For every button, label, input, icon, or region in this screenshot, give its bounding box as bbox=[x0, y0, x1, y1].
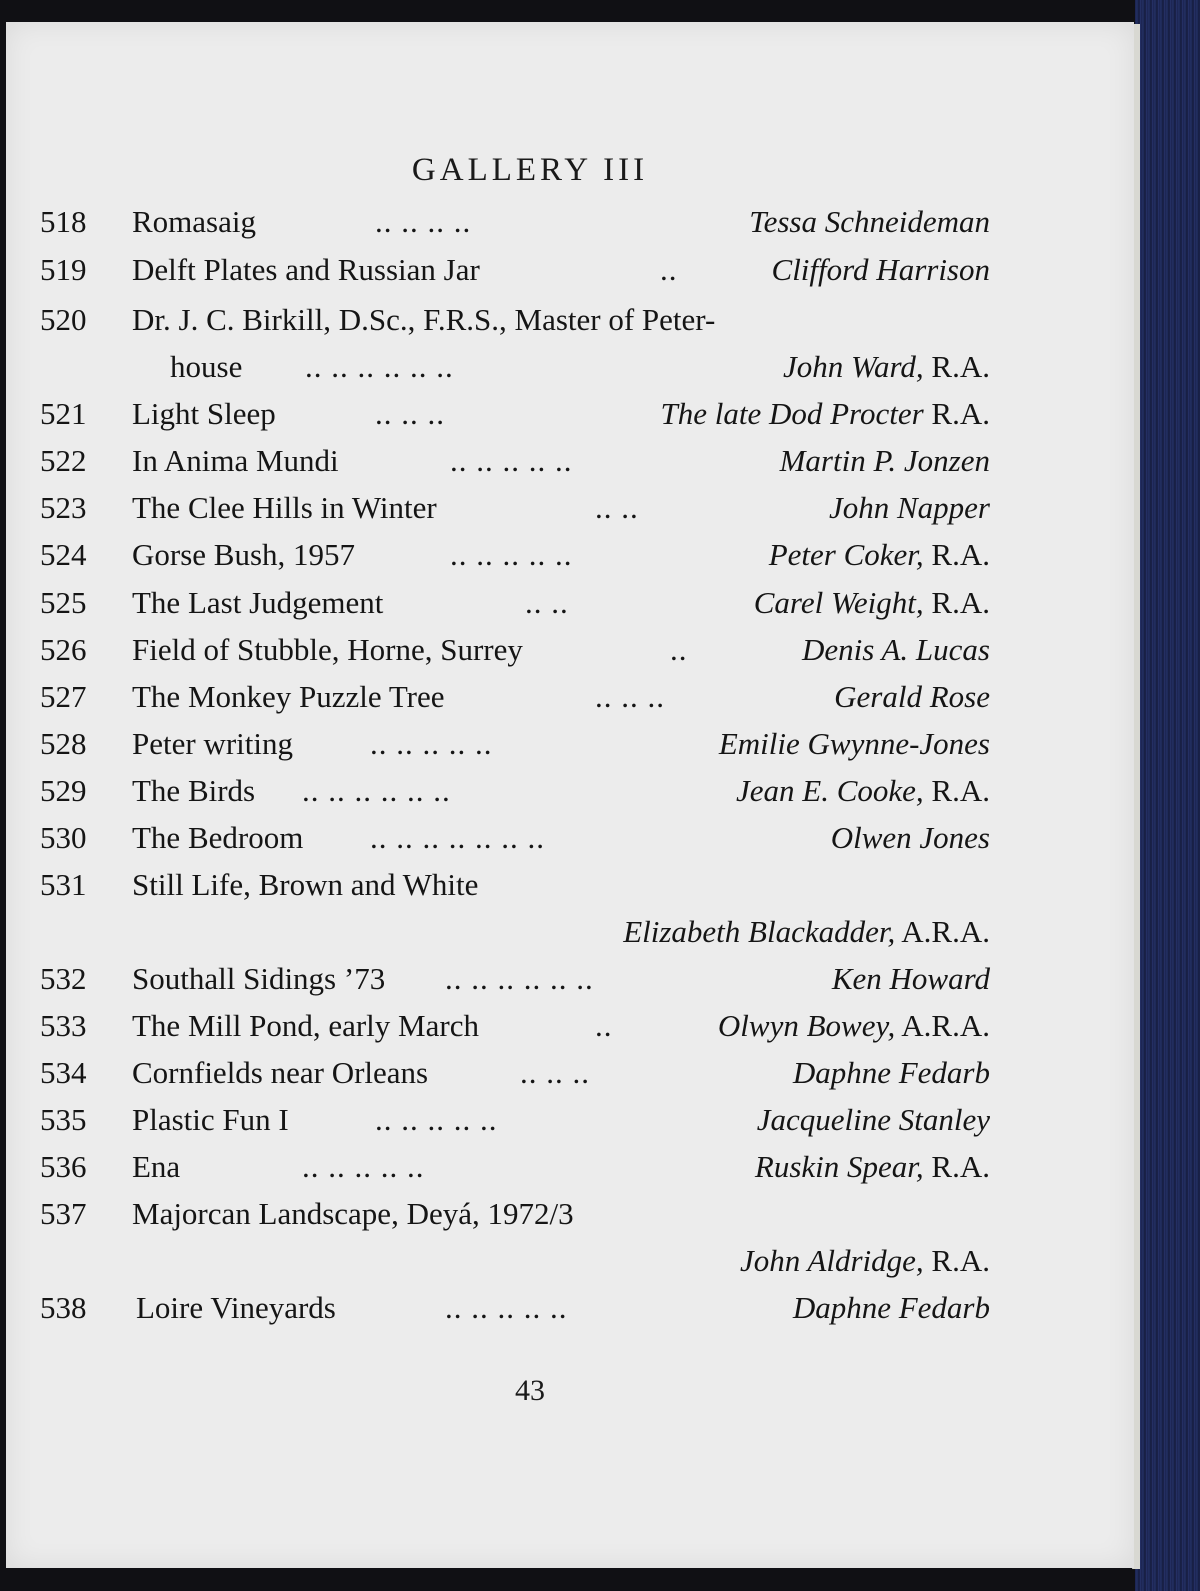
catalogue-entry bbox=[40, 302, 1000, 346]
entry-artist: Gerald Rose bbox=[834, 679, 990, 714]
entry-title: Light Sleep bbox=[132, 396, 276, 431]
entry-artist: Daphne Fedarb bbox=[792, 1290, 990, 1325]
entry-artist: Denis A. Lucas bbox=[801, 632, 990, 667]
entry-title: The Monkey Puzzle Tree bbox=[132, 679, 445, 714]
entry-title: Cornfields near Orleans bbox=[132, 1055, 429, 1090]
catalogue-entry bbox=[40, 773, 1000, 817]
entry-artist: The late Dod Procter R.A. bbox=[660, 396, 990, 431]
entry-title: Gorse Bush, 1957 bbox=[132, 537, 356, 572]
catalogue-entry bbox=[40, 820, 1000, 864]
leader-dots: .. bbox=[670, 632, 688, 667]
entry-artist: Daphne Fedarb bbox=[792, 1055, 990, 1090]
entry-number: 526 bbox=[40, 632, 87, 667]
leader-dots: .. .. .. bbox=[375, 396, 445, 431]
leader-dots: .. .. bbox=[525, 585, 569, 620]
catalogue-entry-continuation bbox=[40, 349, 1000, 393]
catalogue-entry bbox=[40, 490, 1000, 534]
entry-number: 520 bbox=[40, 302, 87, 337]
leader-dots: .. .. .. .. .. .. .. bbox=[370, 820, 545, 855]
entry-number: 530 bbox=[40, 820, 87, 855]
leader-dots: .. .. .. .. .. bbox=[370, 726, 493, 761]
catalogue-entry bbox=[40, 396, 1000, 440]
page-number: 43 bbox=[515, 1374, 545, 1407]
entry-artist: Olwen Jones bbox=[830, 820, 990, 855]
catalogue-entry bbox=[40, 585, 1000, 629]
catalogue-entry bbox=[40, 443, 1000, 487]
entry-number: 528 bbox=[40, 726, 87, 761]
catalogue-entry bbox=[40, 1149, 1000, 1193]
catalogue-entry bbox=[40, 679, 1000, 723]
entry-number: 532 bbox=[40, 961, 87, 996]
catalogue-entry bbox=[40, 1008, 1000, 1052]
entry-number: 527 bbox=[40, 679, 87, 714]
entry-title: The Bedroom bbox=[132, 820, 304, 855]
entry-artist: Carel Weight, R.A. bbox=[753, 585, 990, 620]
entry-number: 533 bbox=[40, 1008, 87, 1043]
entry-title: Field of Stubble, Horne, Surrey bbox=[132, 632, 523, 667]
entry-number: 521 bbox=[40, 396, 87, 431]
entry-number: 525 bbox=[40, 585, 87, 620]
entry-number: 536 bbox=[40, 1149, 87, 1184]
catalogue-entry bbox=[40, 1196, 1000, 1240]
entry-artist: John Napper bbox=[828, 490, 990, 525]
entry-artist: John Ward, R.A. bbox=[783, 349, 990, 384]
entry-title: Loire Vineyards bbox=[136, 1290, 336, 1325]
leader-dots: .. bbox=[595, 1008, 613, 1043]
leader-dots: .. .. .. .. .. bbox=[302, 1149, 425, 1184]
entry-title: Delft Plates and Russian Jar bbox=[132, 252, 480, 287]
entry-number: 529 bbox=[40, 773, 87, 808]
entry-artist: Jean E. Cooke, R.A. bbox=[736, 773, 990, 808]
entry-number: 524 bbox=[40, 537, 87, 572]
entry-title: Dr. J. C. Birkill, D.Sc., F.R.S., Master of Peter- bbox=[132, 302, 716, 337]
entry-title: The Mill Pond, early March bbox=[132, 1008, 479, 1043]
entry-number: 538 bbox=[40, 1290, 87, 1325]
entry-number: 523 bbox=[40, 490, 87, 525]
entry-artist: Martin P. Jonzen bbox=[779, 443, 990, 478]
leader-dots: .. bbox=[660, 252, 678, 287]
catalogue-entry bbox=[40, 867, 1000, 911]
entry-number: 537 bbox=[40, 1196, 87, 1231]
entry-artist: Clifford Harrison bbox=[771, 252, 990, 287]
entry-title: In Anima Mundi bbox=[132, 443, 339, 478]
entry-number: 531 bbox=[40, 867, 87, 902]
catalogue-entry bbox=[40, 252, 1000, 296]
catalogue-entry bbox=[40, 204, 1000, 248]
entry-number: 522 bbox=[40, 443, 87, 478]
entry-title: Still Life, Brown and White bbox=[132, 867, 479, 902]
gallery-heading: GALLERY III bbox=[411, 152, 649, 188]
entry-title: Romasaig bbox=[132, 204, 256, 239]
leader-dots: .. .. bbox=[595, 490, 639, 525]
catalogue-entry bbox=[40, 632, 1000, 676]
catalogue-entry bbox=[40, 1055, 1000, 1099]
entry-number: 518 bbox=[40, 204, 87, 239]
catalogue-entry-continuation bbox=[40, 914, 1000, 958]
entry-title: Southall Sidings ’73 bbox=[132, 961, 386, 996]
leader-dots: .. .. .. .. .. bbox=[375, 1102, 498, 1137]
entry-artist: Jacqueline Stanley bbox=[756, 1102, 990, 1137]
entry-artist: Emilie Gwynne-Jones bbox=[718, 726, 990, 761]
entry-artist: Olwyn Bowey, A.R.A. bbox=[717, 1008, 990, 1043]
entry-artist: Ruskin Spear, R.A. bbox=[754, 1149, 990, 1184]
catalogue-entry bbox=[40, 1290, 1000, 1334]
leader-dots: .. .. .. .. .. .. bbox=[305, 349, 454, 384]
leader-dots: .. .. .. .. bbox=[375, 204, 472, 239]
entry-artist: Ken Howard bbox=[831, 961, 990, 996]
catalogue-entry-continuation bbox=[40, 1243, 1000, 1287]
entry-artist: Tessa Schneideman bbox=[749, 204, 990, 239]
catalogue-entry bbox=[40, 961, 1000, 1005]
entry-title: Peter writing bbox=[132, 726, 293, 761]
catalogue-entry bbox=[40, 726, 1000, 770]
entry-artist: Elizabeth Blackadder, A.R.A. bbox=[623, 914, 990, 949]
book-cover bbox=[1135, 0, 1200, 1591]
leader-dots: .. .. .. .. .. bbox=[450, 537, 573, 572]
leader-dots: .. .. .. bbox=[520, 1055, 590, 1090]
entry-title-continued: house bbox=[170, 349, 243, 384]
leader-dots: .. .. .. .. .. bbox=[445, 1290, 568, 1325]
entry-number: 519 bbox=[40, 252, 87, 287]
leader-dots: .. .. .. .. .. .. bbox=[302, 773, 451, 808]
entry-number: 535 bbox=[40, 1102, 87, 1137]
leader-dots: .. .. .. .. .. bbox=[450, 443, 573, 478]
entry-title: Plastic Fun I bbox=[132, 1102, 289, 1137]
entry-title: The Last Judgement bbox=[132, 585, 384, 620]
entry-number: 534 bbox=[40, 1055, 87, 1090]
catalogue-entry bbox=[40, 1102, 1000, 1146]
catalogue-entry bbox=[40, 537, 1000, 581]
entry-title: The Clee Hills in Winter bbox=[132, 490, 437, 525]
catalogue-page bbox=[6, 22, 1134, 1568]
leader-dots: .. .. .. .. .. .. bbox=[445, 961, 594, 996]
entry-artist: Peter Coker, R.A. bbox=[768, 537, 990, 572]
leader-dots: .. .. .. bbox=[595, 679, 665, 714]
entry-title: Ena bbox=[132, 1149, 181, 1184]
entry-artist: John Aldridge, R.A. bbox=[739, 1243, 990, 1278]
entry-title: The Birds bbox=[132, 773, 256, 808]
entry-title: Majorcan Landscape, Deyá, 1972/3 bbox=[132, 1196, 574, 1231]
